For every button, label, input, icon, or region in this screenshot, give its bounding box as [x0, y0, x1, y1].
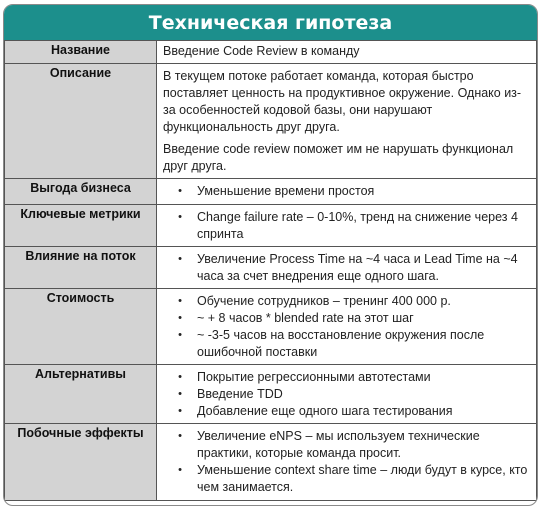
- description-paragraph: Введение code review поможет им не нарушать функционал друг друга.: [163, 142, 514, 173]
- hypothesis-card: [3, 4, 538, 506]
- row-label: Побочные эффекты: [5, 424, 157, 501]
- bullet-icon: •: [178, 253, 182, 265]
- list-item: • Change failure rate – 0-10%, тренд на снижение через 4 спринта: [163, 209, 530, 243]
- list-item: • Введение TDD: [163, 386, 530, 403]
- list-item: • Покрытие регрессионными автотестами: [163, 369, 530, 386]
- row-value: [157, 179, 537, 205]
- list-item: • Обучение сотрудников – тренинг 400 000 р.: [163, 293, 530, 310]
- bullet-icon: •: [178, 388, 182, 400]
- list-item: • Увеличение Process Time на ~4 часа и Lead Time на ~4 часа за счет внедрения еще одного шага.: [163, 251, 530, 285]
- bullet-icon: •: [178, 464, 182, 476]
- bullet-icon: •: [178, 405, 182, 417]
- row-value: Введение Code Review в команду: [157, 41, 537, 64]
- row-value: [157, 205, 537, 247]
- row-label: Альтернативы: [5, 365, 157, 424]
- hypothesis-table: [4, 40, 537, 501]
- row-description: [5, 64, 537, 179]
- row-label: Ключевые метрики: [5, 205, 157, 247]
- bullet-icon: •: [178, 329, 182, 341]
- list-item: • Увеличение eNPS – мы используем технические практики, которые команда просит.: [163, 428, 530, 462]
- row-cost: [5, 289, 537, 365]
- bullet-icon: •: [178, 295, 182, 307]
- list-item: • Уменьшение context share time – люди будут в курсе, кто чем занимается.: [163, 462, 530, 496]
- bullet-icon: •: [178, 185, 182, 197]
- list-item: • ~ + 8 часов * blended rate на этот шаг: [163, 310, 530, 327]
- card-title: Техническая гипотеза: [4, 5, 537, 40]
- row-business: [5, 179, 537, 205]
- row-label: Выгода бизнеса: [5, 179, 157, 205]
- bullet-icon: •: [178, 211, 182, 223]
- row-value: [157, 365, 537, 424]
- list-item: • Уменьшение времени простоя: [163, 183, 530, 200]
- row-label: Название: [5, 41, 157, 64]
- row-side-effects: [5, 424, 537, 501]
- row-value: [157, 247, 537, 289]
- list-item: • Добавление еще одного шага тестирования: [163, 403, 530, 420]
- row-name: [5, 41, 537, 64]
- row-metrics: [5, 205, 537, 247]
- list-item: • ~ -3-5 часов на восстановление окружения после ошибочной поставки: [163, 327, 530, 361]
- row-label: Стоимость: [5, 289, 157, 365]
- row-alternatives: [5, 365, 537, 424]
- row-value: [157, 289, 537, 365]
- bullet-icon: •: [178, 312, 182, 324]
- row-label: Описание: [5, 64, 157, 179]
- row-value: [157, 64, 537, 179]
- row-flow: [5, 247, 537, 289]
- description-paragraph: В текущем потоке работает команда, которая быстро поставляет ценность на продуктивное окружение. Однако из-за особенностей кодовой базы, они нарушают функциональность друг друга.: [163, 69, 522, 134]
- row-label: Влияние на поток: [5, 247, 157, 289]
- row-value: [157, 424, 537, 501]
- bullet-icon: •: [178, 430, 182, 442]
- bullet-icon: •: [178, 371, 182, 383]
